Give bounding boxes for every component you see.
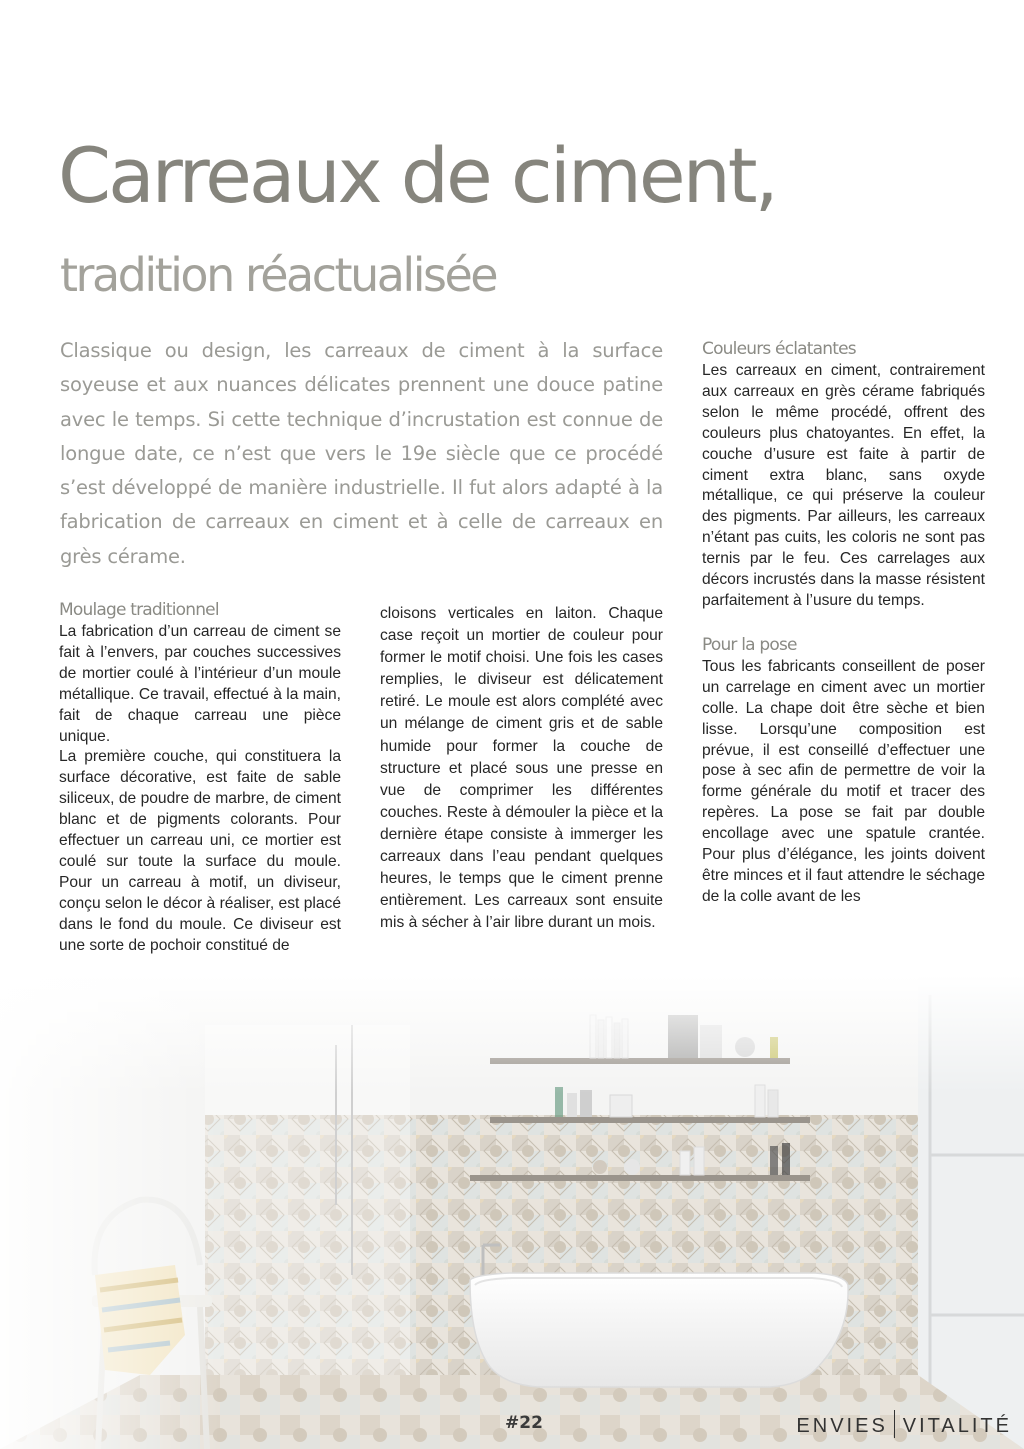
column-1 bbox=[59, 599, 341, 957]
bathroom-photo bbox=[0, 975, 1024, 1449]
article-intro: Classique ou design, les carreaux de ciment à la surface soyeuse et aux nuances délicates prennent une douce patine avec le temps. Si cette technique d’incrustation est connue de longue date, ce n’est que vers le 19e siècle que ce procédé s’est développé de manière industrielle. Il fut alors adapté à la fabrication de carreaux en ciment et à celle de carreaux en grès cérame. bbox=[60, 339, 663, 568]
column-2 bbox=[380, 603, 663, 934]
magazine-brand bbox=[796, 1410, 1012, 1438]
column-3 bbox=[702, 338, 985, 908]
section-heading-pose: Pour la pose bbox=[702, 634, 797, 655]
article-title: Carreaux de ciment, bbox=[58, 131, 776, 220]
paragraph-moulage-2: La première couche, qui constituera la surface décorative, est faite de sable siliceux, de poudre de marbre, de ciment blanc et de pigments colorants. Pour effectuer un carreau uni, ce mortier est coulé sur toute la surface du moule. Pour un carreau à motif, un diviseur, conçu selon le décor à réaliser, est placé dans le fond du moule. Ce diviseur est une sorte de pochoir constitué de bbox=[59, 748, 341, 954]
brand-right: VITALITÉ bbox=[902, 1415, 1012, 1437]
section-heading-moulage: Moulage traditionnel bbox=[59, 600, 219, 620]
page-number: #22 bbox=[505, 1413, 543, 1433]
paragraph-pose: Tous les fabricants conseillent de poser un carrelage en ciment avec un mortier colle. La chape doit être sèche et bien lisse. Lorsqu’une composition est prévue, il est conseillé d’effectuer une pose à sec afin de permettre de voir la forme générale du motif et tracer des repères. La pose se fait par double encollage avec une spatule crantée. Pour plus d’élégance, les joints doivent être minces et il faut attendre le séchage de la colle avant de les bbox=[702, 657, 985, 905]
paragraph-couleurs: Les carreaux en ciment, contrairement aux carreaux en grès cérame fabriqués selon le même procédé, offrent des couleurs plus chatoyantes. En effet, la couche d’usure est faite à partir de ciment extra blanc, sans oxyde métallique, ce qui préserve la couleur des pigments. Par ailleurs, les carreaux n’étant pas cuits, les coloris ne sont pas ternis par le feu. Ces carrelages aux décors incrustés dans la masse résistent parfaitement à l’usure du temps. bbox=[702, 362, 985, 609]
article-subtitle: tradition réactualisée bbox=[60, 248, 497, 302]
brand-divider bbox=[894, 1410, 895, 1438]
paragraph-moulage-1: La fabrication d’un carreau de ciment se fait à l’envers, par couches successives de mortier coulé à l’intérieur d’un moule métallique. Ce travail, effectué à la main, fait de chaque carreau une pièce unique. bbox=[59, 623, 341, 745]
brand-left: ENVIES bbox=[796, 1415, 888, 1437]
section-heading-couleurs: Couleurs éclatantes bbox=[702, 339, 856, 359]
paragraph-moulage-3: cloisons verticales en laiton. Chaque case reçoit un mortier de couleur pour former le motif choisi. Une fois les cases remplies, le diviseur est délicatement retiré. Le moule est alors complété avec un mélange de ciment gris et de sable humide pour former la couche de structure et placé sous une presse en vue de comprimer les différentes couches. Reste à démouler la pièce et la dernière étape consiste à immerger les carreaux dans l’eau pendant quelques heures, le temps que le ciment prenne entièrement. Les carreaux sont ensuite mis à sécher à l’air libre durant un mois. bbox=[380, 605, 663, 932]
